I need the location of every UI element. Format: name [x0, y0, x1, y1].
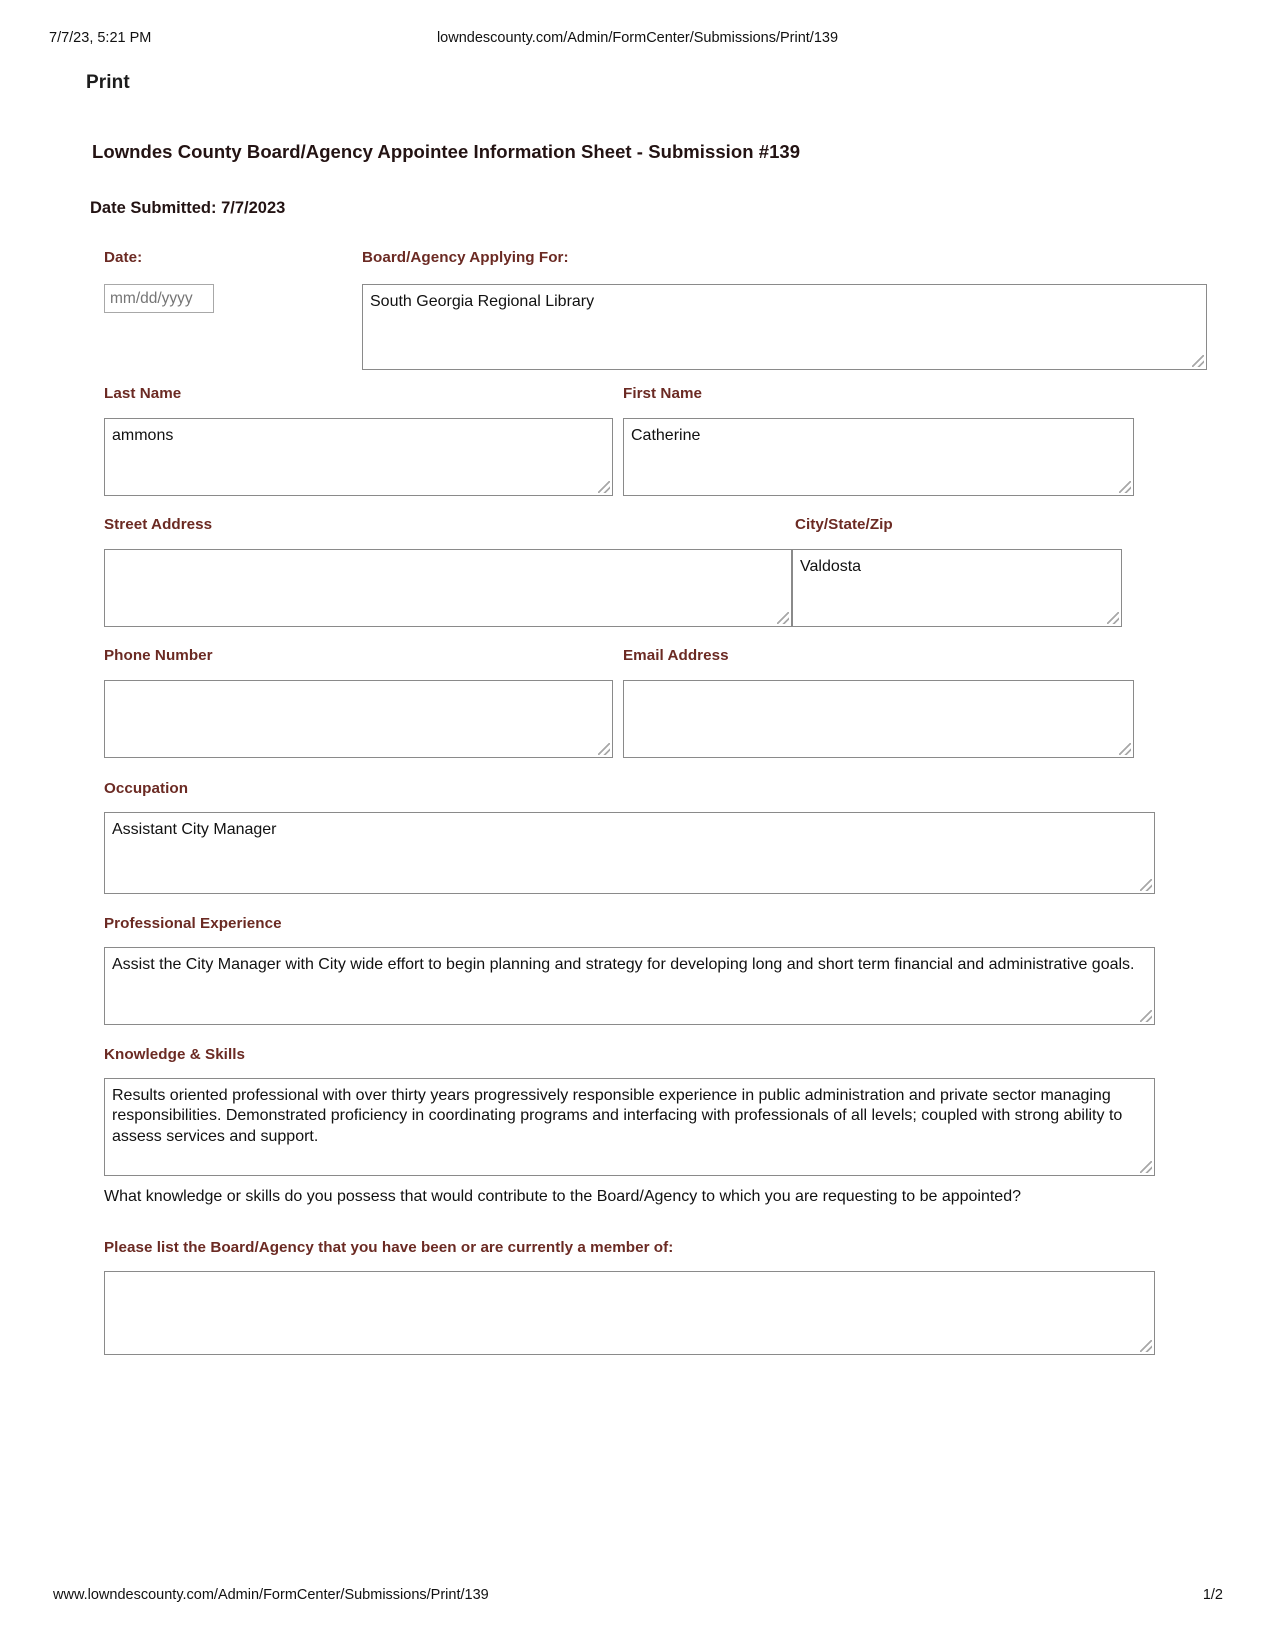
- board-membership-label: Please list the Board/Agency that you have been or are currently a member of:: [104, 1238, 674, 1256]
- agency-textarea[interactable]: South Georgia Regional Library: [362, 284, 1207, 370]
- knowledge-skills-textarea[interactable]: Results oriented professional with over thirty years progressively responsible experience in public administration and private sector managing responsibilities. Demonstrated proficiency in coordinating programs and interfacing with professionals of all levels; coupled with strong ability to assess services and support.: [104, 1078, 1155, 1176]
- document-page: [0, 72, 1275, 1355]
- row-contact: [104, 646, 1155, 759]
- footer-page-number: 1/2: [1202, 1587, 1223, 1603]
- field-last-name: [104, 384, 613, 496]
- city-state-zip-label: City/State/Zip: [795, 516, 893, 533]
- row-date-agency: [104, 248, 1155, 366]
- page-title: Lowndes County Board/Agency Appointee Information Sheet - Submission #139: [92, 141, 801, 162]
- footer-url: www.lowndescounty.com/Admin/FormCenter/Submissions/Print/139: [53, 1587, 489, 1603]
- street-address-textarea[interactable]: [104, 549, 792, 627]
- last-name-label: Last Name: [104, 385, 182, 402]
- city-state-zip-textarea[interactable]: Valdosta: [792, 549, 1122, 627]
- row-names: [104, 384, 1155, 497]
- professional-experience-textarea[interactable]: Assist the City Manager with City wide effort to begin planning and strategy for developing long and short term financial and administrative goals.: [104, 947, 1155, 1025]
- first-name-textarea[interactable]: Catherine: [623, 418, 1134, 496]
- print-heading: Print: [86, 72, 130, 93]
- phone-number-label: Phone Number: [104, 647, 213, 664]
- board-membership-textarea[interactable]: [104, 1271, 1155, 1355]
- date-label: Date:: [104, 249, 143, 266]
- print-header: [0, 30, 1275, 52]
- field-professional-experience: [104, 914, 1155, 1025]
- agency-label: Board/Agency Applying For:: [362, 249, 569, 266]
- print-timestamp: 7/7/23, 5:21 PM: [49, 30, 152, 46]
- field-board-membership: [104, 1238, 1155, 1355]
- field-city-state-zip: [792, 515, 1122, 627]
- first-name-label: First Name: [623, 385, 702, 402]
- occupation-label: Occupation: [104, 780, 189, 797]
- email-address-label: Email Address: [623, 647, 729, 664]
- row-address: [104, 515, 1155, 628]
- print-url: lowndescounty.com/Admin/FormCenter/Submissions/Print/139: [436, 30, 839, 46]
- knowledge-skills-label: Knowledge & Skills: [104, 1046, 245, 1063]
- field-phone-number: [104, 646, 613, 758]
- date-input[interactable]: [104, 284, 214, 313]
- field-agency: [362, 248, 1207, 370]
- form-body: [0, 248, 1275, 1355]
- field-street-address: [104, 515, 792, 627]
- last-name-textarea[interactable]: ammons: [104, 418, 613, 496]
- professional-experience-label: Professional Experience: [104, 915, 282, 932]
- street-address-label: Street Address: [104, 516, 213, 533]
- print-footer: [0, 1587, 1275, 1607]
- field-email-address: [623, 646, 1134, 758]
- field-knowledge-skills: [104, 1045, 1155, 1212]
- email-address-textarea[interactable]: [623, 680, 1134, 758]
- field-occupation: [104, 779, 1155, 894]
- phone-number-textarea[interactable]: [104, 680, 613, 758]
- date-submitted-line: Date Submitted: 7/7/2023: [90, 199, 286, 217]
- occupation-textarea[interactable]: Assistant City Manager: [104, 812, 1155, 894]
- field-first-name: [623, 384, 1134, 496]
- field-date: [104, 248, 354, 313]
- knowledge-skills-help-text: What knowledge or skills do you possess that would contribute to the Board/Agency to which you are requesting to be appointed?: [104, 1188, 1021, 1205]
